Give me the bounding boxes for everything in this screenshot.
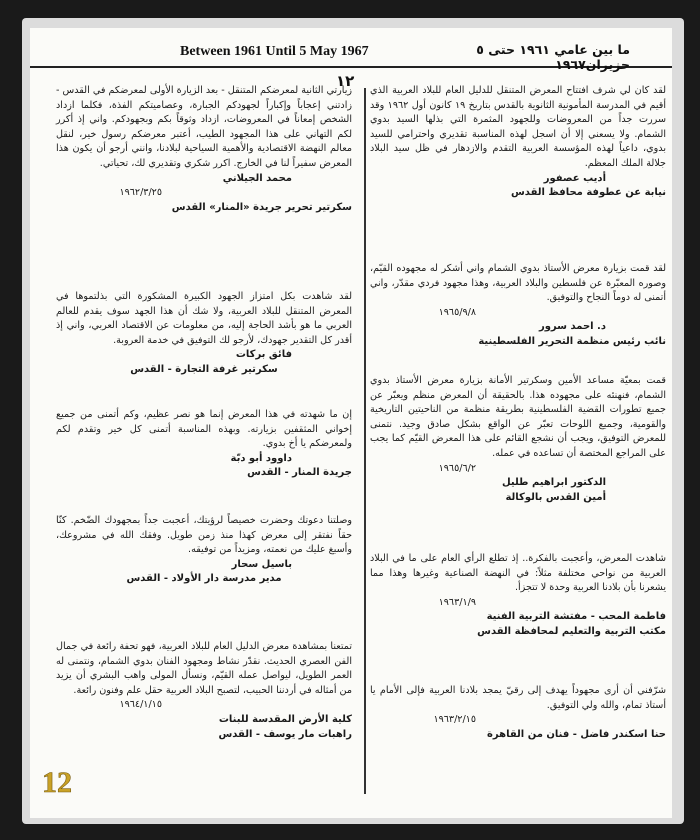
entry-text: شاهدت المعرض، وأعجبت بالفكرة.. إذ تطلع الرأي العام على ما في البلاد العربية من نواحي مختلفة مثلاً: في النهضة الصناعية وغيرها وهذا مما يشعرنا بأن بلادنا العربية وحدة لا تتجزأ. (370, 553, 666, 594)
entry-signature: حنا اسكندر فاضل - فنان من القاهرة (487, 728, 666, 740)
entry-text: تمتعنا بمشاهدة معرض الدليل العام للبلاد العربية، فهو تحفة رائعة في جمال الفن العصري الحديث. نقدّر نشاط ومجهود الفنان بدوي الشمام، ونتمنى له العمر الطويل، ليواصل عمله القيّم، ونسأل المولى واهب البشري أن يزيد من أمثاله في أردننا الحبيب، لتصبح البلاد العربية حقل علم وفنون رائعة. (56, 641, 352, 696)
entry-left-5 (56, 640, 352, 742)
header-arabic: ما بين عامي ١٩٦١ حتى ٥ حزيران١٩٦٧ (476, 42, 630, 72)
entry-text: زيارتي الثانية لمعرضكم المتنقل - بعد الزيارة الأولى لمعرضكم في القدس - زادتني إعجاباً وإكباراً لجهودكم الجبارة، وعصاميتكم الفذة، فكلما ازداد الشخص إمعاناً في المعروضات، ازداد وثوقاً بكم وبجهودكم. واني إذ أكرر لكم التهاني على هذا المجهود الطيب، أعتبر معرضكم رسول خير، لنقل معالم النهضة الاقتصادية والأهمية السياحية لبلادنا، وانني أرجو أن يكون هذا المعرض سفيراً لنا في الخارج. اكرر شكري وتقديري لك، تحياتي. (56, 85, 352, 169)
entry-right-3 (370, 374, 666, 505)
entry-text: إن ما شهدته في هذا المعرض إنما هو نصر عظيم، وكم أتمنى من جميع إخواني المثقفين بزيارته. وبهذه المناسبة أتمنى كل خير وتقدم لكم ولمعرضكم يا أخ بدوي. (56, 409, 352, 450)
entry-signature: أديب عصفور (543, 172, 606, 184)
entry-date: ١٩٦٤/١/١٥ (119, 699, 162, 711)
entry-left-1 (56, 84, 352, 215)
entry-text: قمت بمعيّة مساعد الأمين وسكرتير الأمانة بزيارة معرض الأستاذ بدوي الشمام، فنهنئه على مجهوده هذا. بالحقيقة أن المعرض منظم ويعبّر عن جميع تطورات القضية الفلسطينية بطريقة منظمة من الناحيتين التاريخية والقومية، وجميع اللوحات تعبّر عن الواقع بشكل صادق وجيد. نتمنى للمعرض التوفيق، ويجب أن نشجع القائم على هذا المعرض القيّم كما يجب على المراجع المختصة أن تساعده في عمله. (370, 375, 666, 459)
entry-text: لقد قمت بزيارة معرض الأستاذ بدوي الشمام واني أشكر له مجهوده القيّم، وصوره المعبّرة عن فلسطين والبلاد العربية، وهذا مجهود فردي مقدّر، واني أتمنى له دوماً النجاح والتوفيق. (370, 263, 666, 304)
entry-signature: باسيل سحار (231, 558, 292, 570)
entry-date: ١٩٦٣/٢/١٥ (433, 714, 476, 726)
entry-signature: د. احمد سرور (538, 321, 606, 333)
entry-left-4 (56, 514, 352, 587)
entry-date: ١٩٦٢/٣/٢٥ (119, 187, 162, 199)
entry-left-2 (56, 290, 352, 378)
page-number-badge: 12 (42, 766, 72, 799)
entry-left-3 (56, 408, 352, 481)
entry-title: مدير مدرسة دار الأولاد - القدس (126, 573, 282, 585)
entry-signature: كلية الأرض المقدسة للبنات (218, 713, 352, 725)
header-english: Between 1961 Until 5 May 1967 (180, 44, 369, 59)
entry-signature: محمد الجيلاني (222, 172, 292, 184)
entry-title: جريدة المنار - القدس (247, 467, 352, 479)
entry-date: ١٩٦٣/١/٩ (438, 596, 476, 608)
entry-title: نائب رئيس منظمة التحرير الفلسطينية (478, 335, 666, 347)
entry-text: شرّفني أن أرى مجهوداً يهدف إلى رقيّ يمجد بلادنا العربية فإلى الأمام يا أستاذ تمام، والله ولي التوفيق. (370, 685, 666, 711)
entry-title: نيابة عن عطوفة محافظ القدس (511, 187, 666, 199)
entry-text: لقد كان لي شرف افتتاح المعرض المتنقل للدليل العام للبلاد العربية الذي أقيم في المدرسة المأمونية الثانوية بالقدس بتاريخ ١٩ كانون أول ١٩٦٢ وقد سررت جداً من المعروضات وللجهود المثمرة التي بذلها السيد بدوي الشمام. ولا يسعني إلا أن اسجل لهذه المناسبة تقديري واحترامي للسيد بدوي، داعياً لهذه المؤسسة العربية التقدم والازدهار في ظل سيد البلاد جلالة الملك المعظم. (370, 85, 666, 169)
entry-signature: فاطمة المحب - مفتشة التربية الفنية (486, 611, 666, 623)
entry-title: سكرتير تحرير جريدة «المنار» القدس (171, 201, 352, 213)
entry-signature: داوود أبو دبّة (230, 452, 292, 464)
entry-title: سكرتير غرفة التجارة - القدس (130, 363, 278, 375)
entry-title: مكتب التربية والتعليم لمحافظة القدس (477, 625, 666, 637)
entry-right-5 (370, 684, 666, 742)
entry-right-4 (370, 552, 666, 640)
entry-title: راهبات مار يوسف - القدس (218, 728, 352, 740)
page-header (30, 40, 672, 72)
document-page (30, 28, 672, 818)
entry-right-2 (370, 262, 666, 350)
entry-date: ١٩٦٥/٦/٢ (438, 462, 476, 474)
column-divider (364, 88, 366, 794)
entry-signature: فائق بركات (235, 349, 292, 361)
entry-title: أمين القدس بالوكالة (505, 491, 606, 503)
entry-date: ١٩٦٥/٩/٨ (438, 306, 476, 318)
entry-text: وصلتنا دعوتك وحضرت خصيصاً لرؤيتك، أعجبت جداً بمجهودك الضّخم. كنّا حقاً نفتقر إلى معرض كهذا منذ زمن طويل. وفقك الله في مشروعك، وأسبغ عليك من نعمته، ومزيداً من توفيقه. (56, 515, 352, 556)
entry-text: لقد شاهدت بكل امتزاز الجهود الكبيرة المشكورة التي بذلتموها في المعرض المتنقل للبلاد العربية، ولا شك أن هذا الجهد سوف يقدم للعالم العربي ما هو بأشد الحاجة إليه، من معلومات عن الاقتصاد العربي، واني إذ أقدر كل التقدير جهودك، لأرجو لك التوفيق في خدمة العروبة. (56, 291, 352, 346)
entry-right-1 (370, 84, 666, 201)
entry-signature: الدكتور ابراهيم طليل (501, 477, 606, 489)
page-number-top: ١٢ (336, 72, 355, 90)
